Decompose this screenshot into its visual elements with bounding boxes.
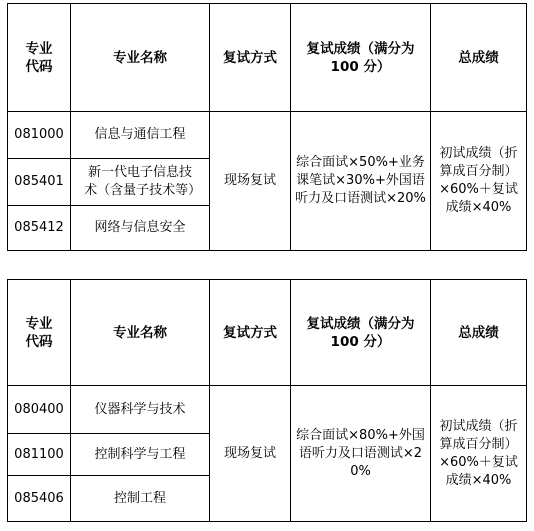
header-retest-method: 复试方式 [210,280,291,386]
major-code: 085406 [8,476,71,522]
major-code: 085412 [8,206,71,251]
major-code: 081000 [8,112,71,159]
total-score-formula: 初试成绩（折算成百分制）×60%＋复试成绩×40% [431,386,527,522]
table-header-row [8,4,527,112]
header-retest-score: 复试成绩（满分为 100 分） [291,4,431,112]
major-code: 080400 [8,386,71,434]
header-total-score: 总成绩 [431,4,527,112]
major-name: 控制工程 [71,476,210,522]
major-name: 控制科学与工程 [71,434,210,476]
header-major-name: 专业名称 [71,280,210,386]
header-total-score: 总成绩 [431,280,527,386]
major-name: 网络与信息安全 [71,206,210,251]
admission-score-table-2 [7,279,527,522]
total-score-formula: 初试成绩（折算成百分制）×60%＋复试成绩×40% [431,112,527,251]
major-code: 081100 [8,434,71,476]
header-retest-method: 复试方式 [210,4,291,112]
header-major-code: 专业代码 [8,280,71,386]
header-retest-score: 复试成绩（满分为 100 分） [291,280,431,386]
major-name: 仪器科学与技术 [71,386,210,434]
retest-method: 现场复试 [210,386,291,522]
major-code: 085401 [8,159,71,206]
retest-method: 现场复试 [210,112,291,251]
retest-score-formula: 综合面试×80%+外国语听力及口语测试×20% [291,386,431,522]
header-major-code: 专业代码 [8,4,71,112]
retest-score-formula: 综合面试×50%+业务课笔试×30%+外国语听力及口语测试×20% [291,112,431,251]
table-header-row [8,280,527,386]
admission-score-table-1 [7,3,527,251]
header-major-name: 专业名称 [71,4,210,112]
major-name: 信息与通信工程 [71,112,210,159]
table-row [8,112,527,159]
major-name: 新一代电子信息技术（含量子技术等） [71,159,210,206]
table-row [8,386,527,434]
